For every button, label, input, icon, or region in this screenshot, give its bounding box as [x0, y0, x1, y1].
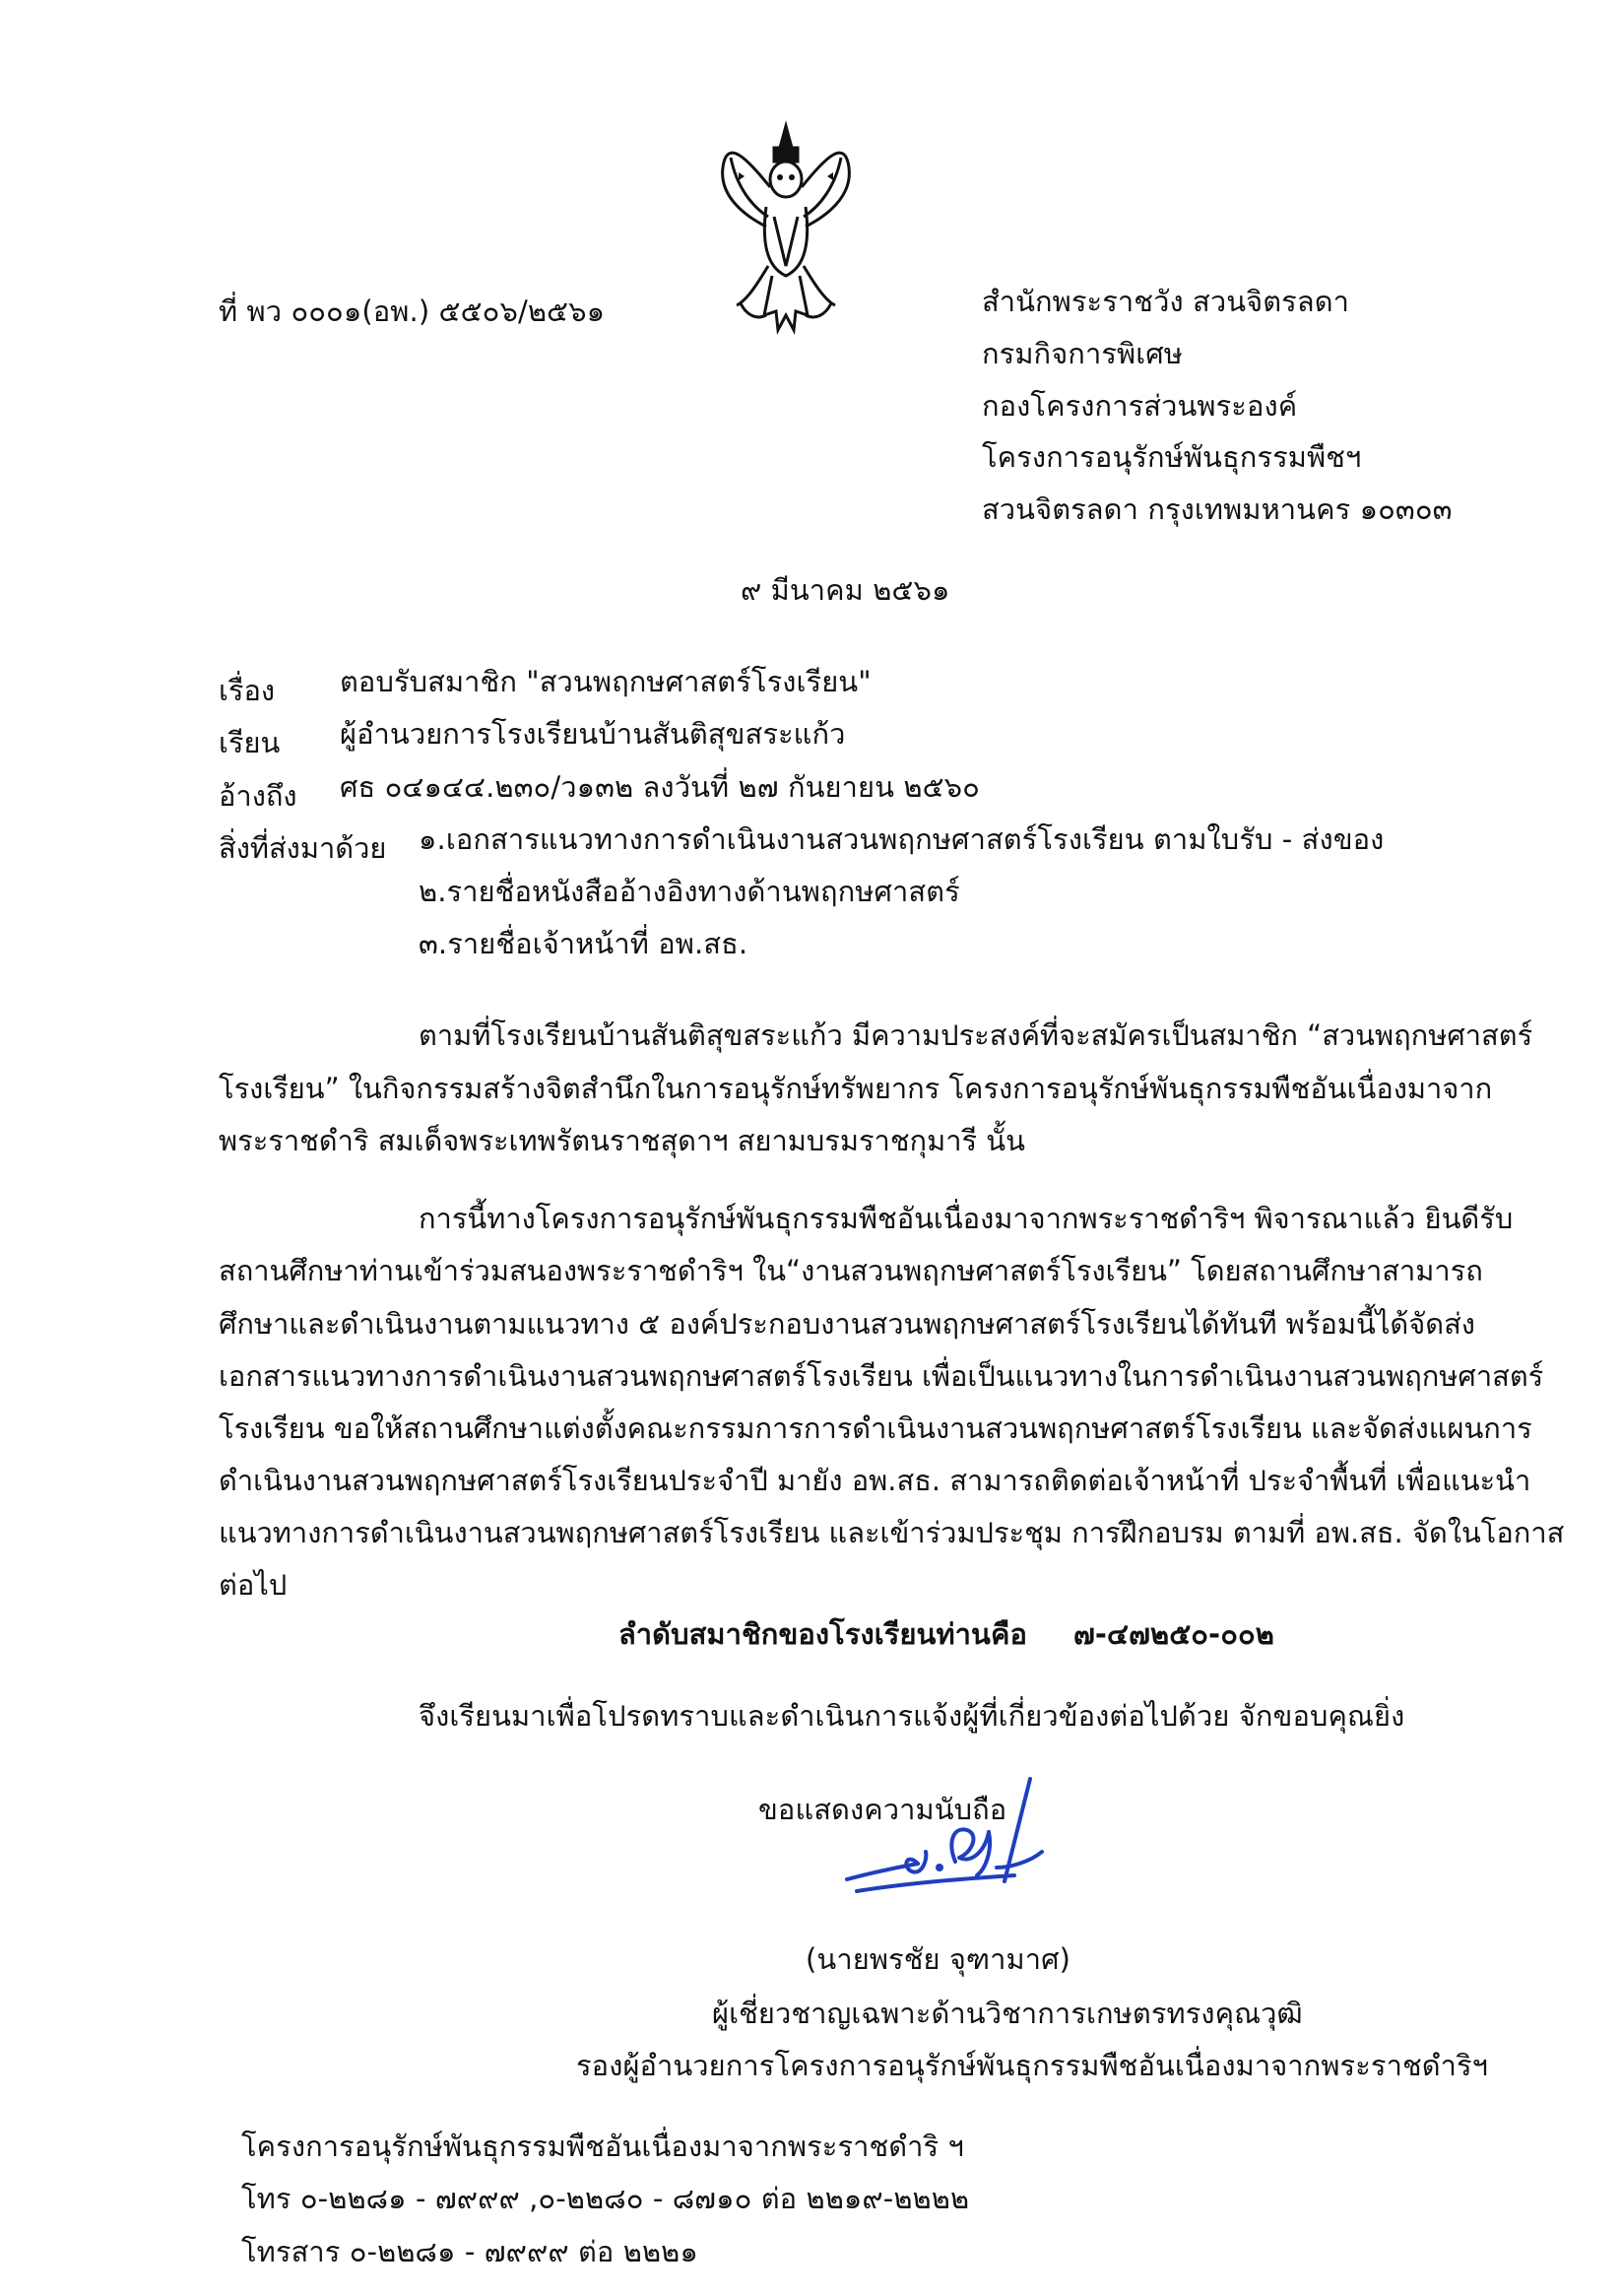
paragraph-2-line: ศึกษาและดำเนินงานตามแนวทาง ๕ องค์ประกอบงานสวนพฤกษศาสตร์โรงเรียนได้ทันที พร้อมนี้ได้จัดส่ง	[219, 1307, 1475, 1341]
closing-sentence: จึงเรียนมาเพื่อโปรดทราบและดำเนินการแจ้งผู้ที่เกี่ยวข้องต่อไปด้วย จักขอบคุณยิ่ง	[419, 1699, 1405, 1733]
to-label: เรียน	[219, 726, 281, 759]
footer-telephone: โทร ๐-๒๒๘๑ - ๗๙๙๙ ,๐-๒๒๘๐ - ๘๗๑๐ ต่อ ๒๒๑๙-๒๒๒๒	[241, 2182, 970, 2215]
paragraph-1-line: พระราชดำริ สมเด็จพระเทพรัตนราชสุดาฯ สยามบรมราชกุมารี นั้น	[219, 1124, 1025, 1157]
letter-date: ๙ มีนาคม ๒๕๖๑	[741, 573, 950, 607]
member-number: ๗-๔๗๒๕๐-๐๐๒	[1073, 1617, 1275, 1651]
paragraph-2-line: สถานศึกษาท่านเข้าร่วมสนองพระราชดำริฯ ใน“งานสวนพฤกษศาสตร์โรงเรียน” โดยสถานศึกษาสามารถ	[219, 1254, 1483, 1287]
member-number-label: ลำดับสมาชิกของโรงเรียนท่านคือ	[618, 1617, 1027, 1651]
paragraph-1-line: โรงเรียน” ในกิจกรรมสร้างจิตสำนึกในการอนุรักษ์ทรัพยากร โครงการอนุรักษ์พันธุกรรมพืชอันเนื่องมาจาก	[219, 1072, 1493, 1105]
address-line-5: สวนจิตรลดา กรุงเทพมหานคร ๑๐๓๐๓	[982, 492, 1453, 526]
reference-value: ศธ ๐๔๑๔๔.๒๓๐/ว๑๓๒ ลงวันที่ ๒๗ กันยายน ๒๕๖๐	[340, 770, 980, 804]
subject-value: ตอบรับสมาชิก "สวนพฤกษศาสตร์โรงเรียน"	[340, 665, 872, 698]
paragraph-1-line: ตามที่โรงเรียนบ้านสันติสุขสระแก้ว มีความประสงค์ที่จะสมัครเป็นสมาชิก “สวนพฤกษศาสตร์	[419, 1018, 1533, 1052]
signer-title-1: ผู้เชี่ยวชาญเฉพาะด้านวิชาการเกษตรทรงคุณวุฒิ	[712, 1997, 1303, 2030]
handwritten-signature	[837, 1773, 1073, 1911]
enclosure-item: ๒.รายชื่อหนังสืออ้างอิงทางด้านพฤกษศาสตร์	[419, 875, 960, 908]
address-line-2: กรมกิจการพิเศษ	[982, 337, 1183, 370]
footer-organization: โครงการอนุรักษ์พันธุกรรมพืชอันเนื่องมาจากพระราชดำริ ฯ	[241, 2130, 964, 2163]
paragraph-2-line: ดำเนินงานสวนพฤกษศาสตร์โรงเรียนประจำปี มายัง อพ.สธ. สามารถติดต่อเจ้าหน้าที่ ประจำพื้นที่ เพื่อแนะนำ	[219, 1464, 1531, 1497]
subject-label: เรื่อง	[219, 674, 276, 707]
paragraph-2-line: โรงเรียน ขอให้สถานศึกษาแต่งตั้งคณะกรรมการการดำเนินงานสวนพฤกษศาสตร์โรงเรียน และจัดส่งแผนการ	[219, 1411, 1532, 1445]
garuda-emblem-icon	[717, 118, 855, 345]
signer-name: (นายพรชัย จุฑามาศ)	[806, 1942, 1071, 1976]
enclosure-item: ๓.รายชื่อเจ้าหน้าที่ อพ.สธ.	[419, 927, 748, 960]
signer-title-2: รองผู้อำนวยการโครงการอนุรักษ์พันธุกรรมพืชอันเนื่องมาจากพระราชดำริฯ	[576, 2049, 1489, 2082]
paragraph-2-line: ต่อไป	[219, 1568, 288, 1602]
paragraph-2-line: แนวทางการดำเนินงานสวนพฤกษศาสตร์โรงเรียน และเข้าร่วมประชุม การฝึกอบรม ตามที่ อพ.สธ. จัดในโอกาส	[219, 1516, 1565, 1549]
enclosure-item: ๑.เอกสารแนวทางการดำเนินงานสวนพฤกษศาสตร์โรงเรียน ตามใบรับ - ส่งของ	[419, 822, 1385, 856]
enclosure-label: สิ่งที่ส่งมาด้วย	[219, 831, 387, 865]
address-line-3: กองโครงการส่วนพระองค์	[982, 389, 1298, 423]
regards: ขอแสดงความนับถือ	[758, 1793, 1007, 1826]
to-value: ผู้อำนวยการโรงเรียนบ้านสันติสุขสระแก้ว	[340, 717, 846, 751]
address-line-4: โครงการอนุรักษ์พันธุกรรมพืชฯ	[982, 440, 1362, 474]
paragraph-2-line: การนี้ทางโครงการอนุรักษ์พันธุกรรมพืชอันเนื่องมาจากพระราชดำริฯ พิจารณาแล้ว ยินดีรับ	[419, 1202, 1514, 1235]
address-line-1: สำนักพระราชวัง สวนจิตรลดา	[982, 285, 1350, 318]
reference-label: อ้างถึง	[219, 779, 297, 813]
paragraph-2-line: เอกสารแนวทางการดำเนินงานสวนพฤกษศาสตร์โรงเรียน เพื่อเป็นแนวทางในการดำเนินงานสวนพฤกษศาสตร์	[219, 1359, 1544, 1393]
reference-number: ที่ พว ๐๐๐๑(อพ.) ๕๕๐๖/๒๕๖๑	[219, 295, 606, 328]
footer-fax: โทรสาร ๐-๒๒๘๑ - ๗๙๙๙ ต่อ ๒๒๒๑	[241, 2235, 698, 2268]
